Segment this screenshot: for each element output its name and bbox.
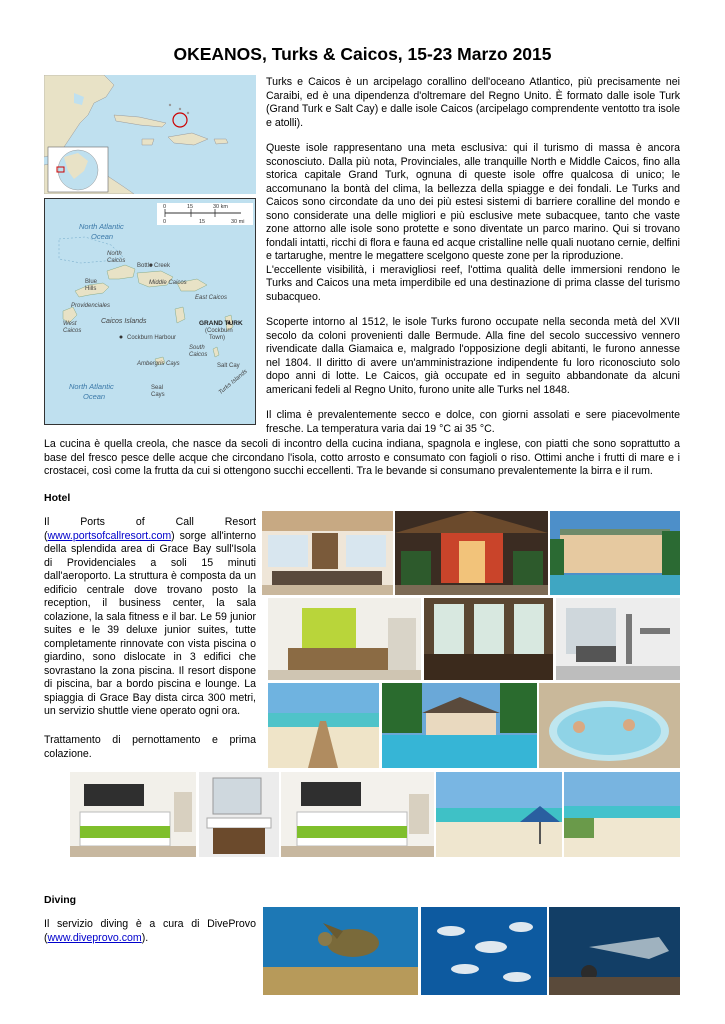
scale-km-15: 15 bbox=[187, 204, 194, 210]
hotel-photo-restaurant bbox=[424, 598, 553, 680]
hotel-text-after-link: ) sorge all'interno della splendida area di Grace Bay sull'Isola di Providenciales a soli 15 minuti dall'aeroporto. La struttura è composta da un edificio centrale dove trovano posto la reception, il business center, la sala colazione, la sala fitness e il bar. Le 59 junior suites e le 39 deluxe junior suites, tutte completamente rinnovate con vista piscina o giardino, sono dislocate in 3 edifici che sovrastano la zona piscina. Il resort dispone di piscina, bar a bordo piscina e lounge. La spiaggia di Grace Bay dista circa 300 metri, un servizio shuttle viene operato ogni ora. bbox=[44, 529, 256, 717]
hotel-description bbox=[44, 516, 256, 719]
intro-text bbox=[266, 76, 680, 448]
map-label-west-caicos: West Caicos bbox=[63, 321, 82, 334]
map-label-grand-turk: GRAND TURK bbox=[199, 320, 243, 327]
intro-paragraph: Il clima è prevalentemente secco e dolce, con giorni assolati e sere piacevolmente fresche. La temperatura varia dai 19 °C ai 35 °C. bbox=[266, 409, 680, 435]
hotel-photo-fitness bbox=[556, 598, 680, 680]
page-title: OKEANOS, Turks & Caicos, 15-23 Marzo 2015 bbox=[173, 44, 552, 64]
scale-mi-0: 0 bbox=[163, 219, 167, 225]
map-label-middle-caicos: Middle Caicos bbox=[149, 280, 187, 286]
scale-km-30: 30 km bbox=[213, 204, 228, 210]
hotel-photo-bathroom bbox=[199, 772, 279, 857]
hotel-photo-pool bbox=[382, 683, 537, 768]
hotel-photo-room-1 bbox=[70, 772, 196, 857]
map-label-ambergris-cays: Ambergris Cays bbox=[137, 361, 180, 367]
map-label-blue-hills: Blue Hills bbox=[85, 279, 98, 292]
diving-text-after-link: ). bbox=[141, 931, 149, 944]
hotel-photo-entrance bbox=[395, 511, 548, 595]
cuisine-paragraph: La cucina è quella creola, che nasce da secoli di incontro della cucina indiana, spagnola e inglese, con piatti che sono soprattutto a base del fresco pesce delle acque che circondano l'isola, cotto arrosto e consumato con fagioli o riso. Ottimi anche i frutti di mare e i crostacei, così come la frutta da cui si ottengono succhi eccellenti. Tra le bevande si consumano prevalentemente la birra e il rum. bbox=[44, 438, 680, 477]
hotel-website-link[interactable]: www.portsofcallresort.com bbox=[47, 529, 172, 542]
map-label-north-atlantic-top: North Atlantic Ocean bbox=[79, 222, 124, 241]
map-label-south-caicos: South Caicos bbox=[189, 345, 208, 358]
location-inset-map bbox=[44, 75, 256, 194]
scale-mi-30: 30 mi bbox=[231, 219, 245, 225]
hotel-photo-beach-umbrella bbox=[436, 772, 562, 857]
diving-text-before-link: Il servizio diving è a cura di DiveProvo ( bbox=[44, 918, 256, 944]
diving-description bbox=[44, 918, 256, 945]
diving-heading: Diving bbox=[44, 894, 77, 906]
map-label-cockburn-town: (Cockburn Town) bbox=[205, 328, 233, 341]
intro-paragraph: Turks e Caicos è un arcipelago corallino dell'oceano Atlantico, più precisamente nei Caraibi, ed è una dipendenza d'oltremare del Regno Unito. È formato dalle isole Turk (Grand Turk e Salt Cay) e dalle isole Caicos (arcipelago comprendente ventotto tra isole e atolli). bbox=[266, 76, 680, 129]
diving-website-link[interactable]: www.diveprovo.com bbox=[47, 931, 142, 944]
scale-km-0: 0 bbox=[163, 204, 167, 210]
hotel-photo-room-2 bbox=[281, 772, 434, 857]
hotel-photo-beach-walkway bbox=[268, 683, 379, 768]
map-label-north-atlantic-bottom: North Atlantic Ocean bbox=[69, 382, 114, 401]
map-label-bottle-creek: Bottle Creek bbox=[137, 263, 171, 269]
turks-caicos-map bbox=[44, 198, 256, 425]
hotel-text-before-link: Il Ports of Call Resort ( bbox=[44, 516, 256, 542]
hotel-photo-pool-building bbox=[550, 511, 680, 595]
scale-mi-15: 15 bbox=[199, 219, 206, 225]
map-label-caicos-islands: Caicos Islands bbox=[101, 318, 147, 325]
map-label-east-caicos: East Caicos bbox=[195, 295, 228, 301]
map-label-turks-islands: Turks Islands bbox=[217, 368, 249, 397]
hotel-photo-beach-dunes bbox=[564, 772, 680, 857]
hotel-heading: Hotel bbox=[44, 492, 71, 504]
hotel-photo-reception bbox=[268, 598, 421, 680]
hotel-photo-lounge bbox=[262, 511, 393, 595]
map-label-providenciales: Providenciales bbox=[71, 303, 111, 309]
diving-photo-fish-school bbox=[421, 907, 547, 995]
map-label-cockburn-harbour: Cockburn Harbour bbox=[127, 335, 177, 341]
intro-paragraph: Scoperte intorno al 1512, le isole Turks furono occupate nella seconda metà del XVII secolo da coloni provenienti dalle Bermude. Alla fine del secolo successivo vennero rivendicate dalla Giamaica e, malgrado l'opposizione degli abitanti, le furono annesse nel 1804. Il diritto di avere un'amministrazione indipendente fu loro riconosciuto solo dopo anni di lotte. Le Caicos, già occupate ed in seguito abbandonate da alcuni americani fedeli al Regno Unito, furono unite alle Turks nel 1848. bbox=[266, 316, 680, 396]
intro-paragraph: Queste isole rappresentano una meta esclusiva: qui il turismo di massa è ancora sconosciuto. Dalla più nota, Provinciales, alle tranquille North e Middle Caicos, fino alla storica capitale Grand Turk, ognuna di queste isole offre qualcosa di unico; le accomunano la bontà del clima, la bellezza della spiagge e dei fondali. Le Turks and Caicos sono circondate da uno dei più estesi sistemi di barriere coralline del mondo e sono considerate una delle migliori e più esclusive mete subacquee, tanto che vaste zone attorno alle isole sono protette e sono diventate un parco marino. Qui si trovano fondali intatti, ricchi di flora e fauna ed acque cristalline nelle quali nuotano cernie, delfini e tartarughe, mentre le megattere scelgono queste zone per la riproduzione. L'eccellente visibilità, i meravigliosi reef, l'ottima qualità delle immersioni rendono le Turks and Caicos una meta imperdibile ed una destinazione di prima classe del turismo subacqueo. bbox=[266, 142, 680, 303]
diving-photo-turtle bbox=[263, 907, 418, 995]
map-label-seal-cays: Seal Cays bbox=[151, 385, 165, 398]
hotel-photo-jacuzzi bbox=[539, 683, 680, 768]
map-label-north-caicos: North Caicos bbox=[107, 251, 126, 264]
hotel-treatment: Trattamento di pernottamento e prima colazione. bbox=[44, 734, 256, 760]
diving-photo-shark-diver bbox=[549, 907, 680, 995]
map-label-salt-cay: Salt Cay bbox=[217, 363, 240, 369]
